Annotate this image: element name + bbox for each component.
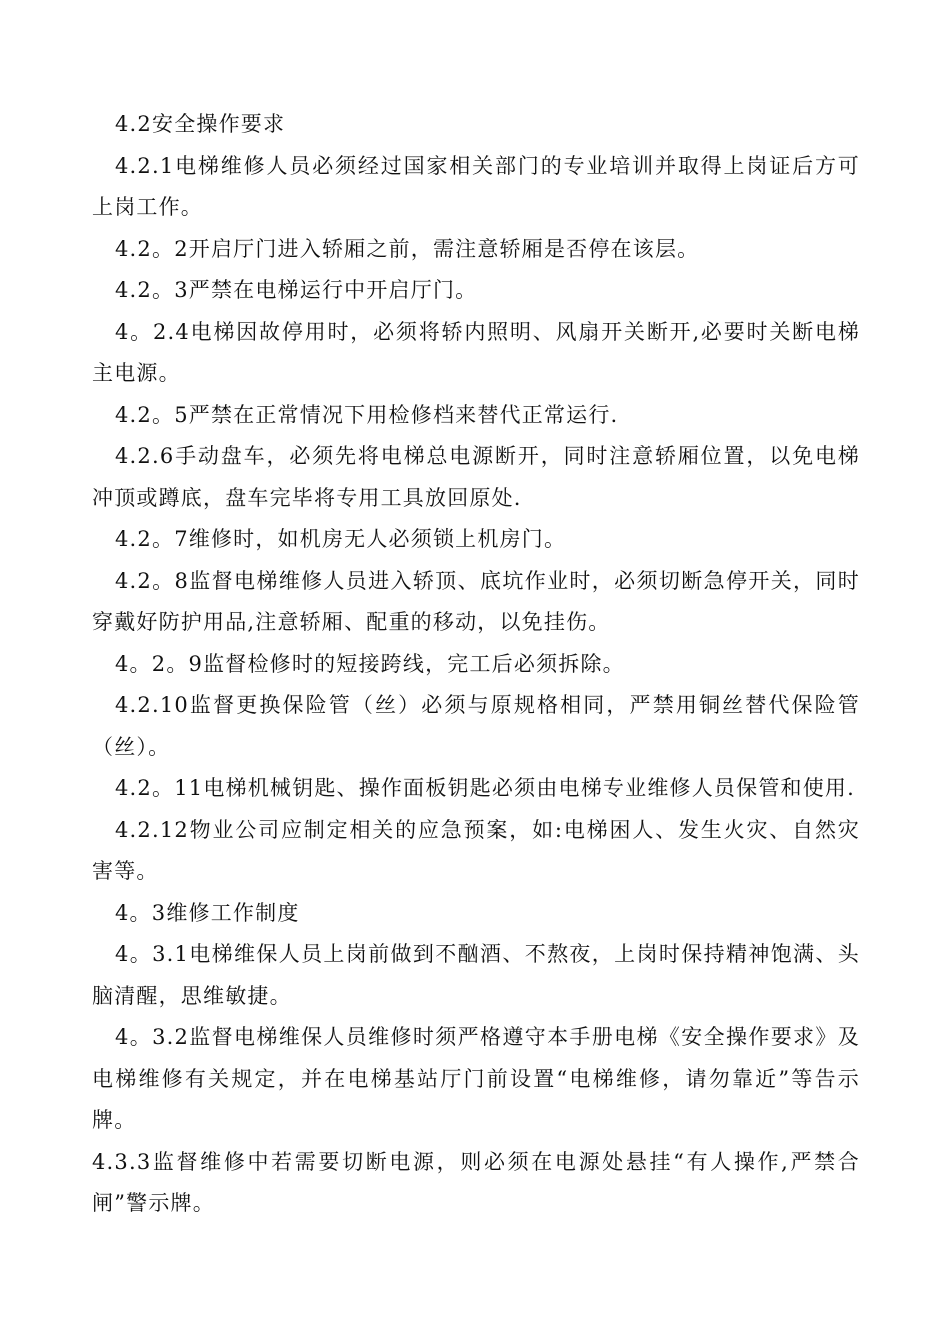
paragraph-4-2-9: 4。2。9监督检修时的短接跨线，完工后必须拆除。 bbox=[115, 651, 625, 676]
paragraph-4-3-3: 4.3.3监督维修中若需要切断电源，则必须在电源处悬挂“有人操作,严禁合闸”警示牌。 bbox=[92, 1149, 860, 1215]
paragraph-4-2-6: 4.2.6手动盘车，必须先将电梯总电源断开，同时注意轿厢位置，以免电梯冲顶或蹲底，盘车完毕将专用工具放回原处. bbox=[92, 444, 860, 510]
paragraph-4-2-4: 4。2.4电梯因故停用时，必须将轿内照明、风扇开关断开,必要时关断电梯主电源。 bbox=[92, 319, 860, 385]
paragraph-4-2-2: 4.2。2开启厅门进入轿厢之前，需注意轿厢是否停在该层。 bbox=[115, 236, 700, 261]
paragraph-4-2-3: 4.2。3严禁在电梯运行中开启厅门。 bbox=[115, 278, 478, 302]
paragraph-4-2-12: 4.2.12物业公司应制定相关的应急预案，如:电梯困人、发生火灾、自然灾害等。 bbox=[92, 817, 860, 883]
paragraph-4-2-5: 4.2。5严禁在正常情况下用检修档来替代正常运行. bbox=[115, 402, 619, 427]
paragraph-4-3-2: 4。3.2监督电梯维保人员维修时须严格遵守本手册电梯《安全操作要求》及电梯维修有关规定，并在电梯基站厅门前设置“电梯维修，请勿靠近”等告示牌。 bbox=[92, 1025, 860, 1132]
paragraph-4-2-1: 4.2.1电梯维修人员必须经过国家相关部门的专业培训并取得上岗证后方可上岗工作。 bbox=[92, 153, 860, 219]
paragraph-4-2-7: 4.2。7维修时，如机房无人必须锁上机房门。 bbox=[115, 527, 567, 551]
paragraph-4-2-8: 4.2。8监督电梯维修人员进入轿顶、底坑作业时，必须切断急停开关，同时穿戴好防护用品,注意轿厢、配重的移动，以免挂伤。 bbox=[92, 568, 860, 634]
document-body bbox=[92, 104, 860, 1225]
paragraph-4-2-10: 4.2.10监督更换保险管（丝）必须与原规格相同，严禁用铜丝替代保险管（丝）。 bbox=[92, 693, 860, 759]
paragraph-4-2-11: 4.2。11电梯机械钥匙、操作面板钥匙必须由电梯专业维修人员保管和使用. bbox=[115, 776, 855, 800]
section-heading-4-3: 4。3维修工作制度 bbox=[115, 900, 300, 925]
section-heading-4-2: 4.2安全操作要求 bbox=[115, 112, 286, 136]
paragraph-4-3-1: 4。3.1电梯维保人员上岗前做到不酗酒、不熬夜，上岗时保持精神饱满、头脑清醒，思维敏捷。 bbox=[92, 942, 860, 1008]
